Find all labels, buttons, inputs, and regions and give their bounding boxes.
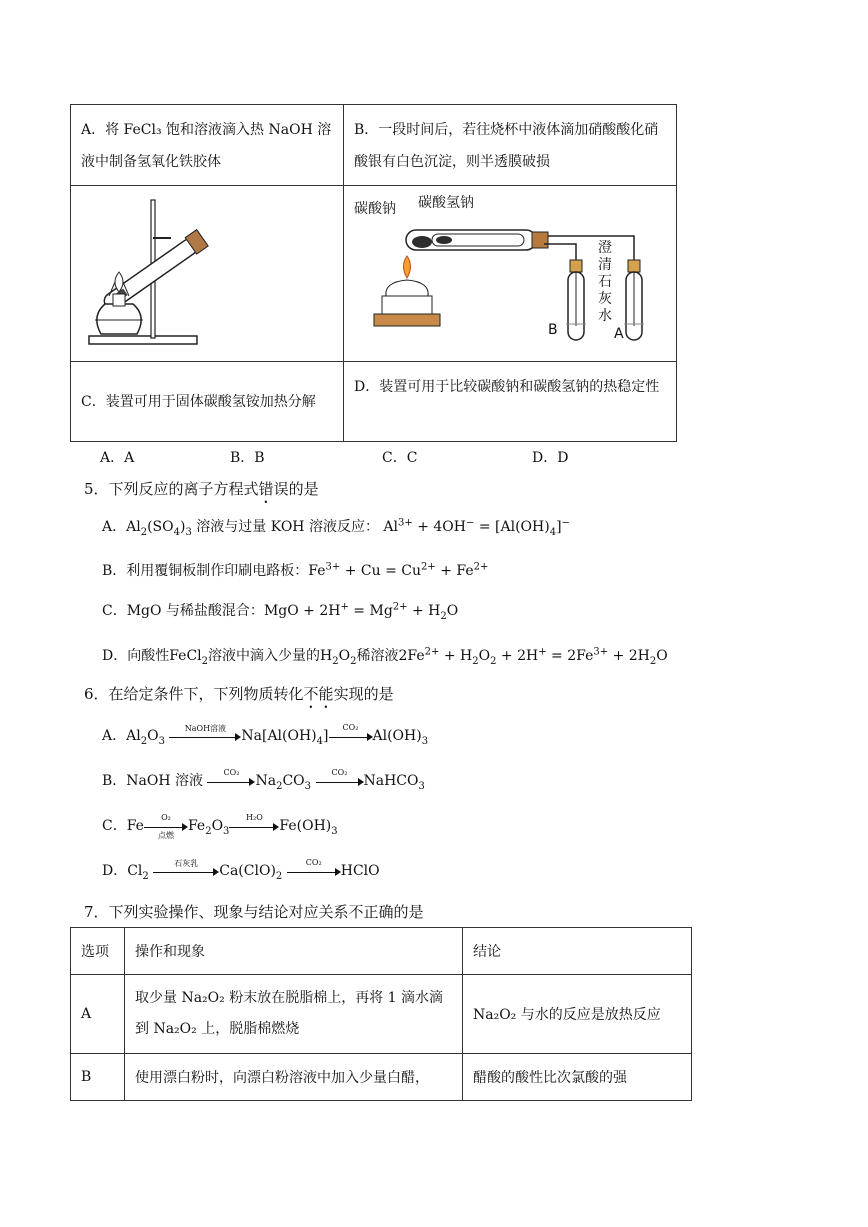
q6-b-start: NaOH 溶液 [126, 773, 204, 789]
q4-answer-b: B．B [230, 450, 265, 466]
q6-option-d: D．$Cl_2$ 石灰乳 $Ca(ClO)_2$ CO₂ HClO [102, 858, 380, 882]
q5-option-a: A．$Al_2(SO_4)_3$ 溶液与过量 KOH 溶液反应： $Al^{3+} + 4OH^- = [Al(OH)_4]^-$ [102, 517, 570, 538]
arrow-co2-a: CO₂ [329, 729, 373, 743]
table-row [71, 1054, 692, 1101]
arrow-co2-d: CO₂ [287, 864, 341, 878]
table-row [71, 975, 692, 1054]
label-tube-a: A [614, 326, 624, 342]
header-option: 选项 [71, 928, 125, 975]
q4-option-b-text: B．一段时间后，若往烧杯中液体滴加硝酸酸化硝酸银有白色沉淀，则半透膜破损 [354, 122, 659, 170]
label-na2co3: 碳酸钠 [354, 201, 396, 217]
header-operation: 操作和现象 [125, 928, 463, 975]
row-a-conclusion: Na₂O₂ 与水的反应是放热反应 [463, 975, 692, 1054]
q6-title: 6．在给定条件下，下列物质转化不能实现的是 [84, 685, 394, 703]
q5-c-text: C．MgO 与稀盐酸混合： [102, 603, 264, 619]
q4-option-a-text: A．将 FeCl₃ 饱和溶液滴入热 NaOH 溶液中制备氢氧化铁胶体 [81, 122, 332, 170]
iron-stand-alcohol-lamp-icon [71, 186, 344, 357]
arrow-co2-b2: CO₂ [316, 774, 364, 788]
carbonate-stability-figure [344, 186, 676, 361]
arrow-naoh: NaOH溶液 [169, 729, 241, 743]
q4-figure-c-cell [71, 186, 344, 362]
row-b-conclusion: 醋酸的酸性比次氯酸的强 [463, 1054, 692, 1101]
q6-option-c: C．Fe O₂ 点燃 $Fe_2O_3$ H₂O $Fe(OH)_3$ [102, 813, 338, 840]
arrow-o2: O₂ 点燃 [144, 819, 188, 833]
q4-cell-c [71, 362, 344, 442]
q5-d-label: D．向酸性 [102, 648, 170, 664]
q5-title: 5．下列反应的离子方程式错误的是 [84, 480, 319, 498]
q6-option-a: A．$Al_2O_3$ NaOH溶液 $Na[Al(OH)_4]$ CO₂ $Al(OH)_3$ [102, 723, 429, 747]
arrow-h2o: H₂O [229, 819, 279, 833]
q4-answer-d: D．D [532, 450, 569, 466]
arrow-shihuiru: 石灰乳 [153, 864, 219, 878]
q5-a-text: 溶液与过量 KOH 溶液反应： [196, 519, 379, 535]
q4-figure-d-cell [344, 186, 677, 362]
q4-option-c-text: C．装置可用于固体碳酸氢铵加热分解 [81, 393, 316, 410]
header-conclusion: 结论 [463, 928, 692, 975]
arrow-co2-b1: CO₂ [207, 774, 255, 788]
row-b-operation: 使用漂白粉时，向漂白粉溶液中加入少量白醋， [125, 1054, 463, 1101]
q5-d-text2: 稀溶液 [356, 648, 399, 664]
row-b-option: B [71, 1054, 125, 1101]
q4-cell-a [71, 105, 344, 186]
q5-option-d: D．向酸性FeCl$_2$溶液中滴入少量的$H_2O_2$稀溶液$2Fe^{2+} + H_2O_2 + 2H^+ = 2Fe^{3+} + 2H_2O$ [102, 646, 668, 667]
row-a-operation: 取少量 Na₂O₂ 粉末放在脱脂棉上，再将 1 滴水滴到 Na₂O₂ 上，脱脂棉燃烧 [125, 975, 463, 1054]
heating-apparatus-figure [71, 186, 343, 361]
label-tube-b: B [548, 322, 558, 338]
q4-answer-a: A．A [100, 450, 135, 466]
q4-cell-b [344, 105, 677, 186]
q5-a-label: A． [102, 519, 127, 535]
q4-option-d-text: D．装置可用于比较碳酸钠和碳酸氢钠的热稳定性 [354, 379, 660, 395]
label-limewater: 澄清石灰水 [598, 240, 612, 324]
table-header-row [71, 928, 692, 975]
q7-table [70, 927, 692, 1101]
label-nahco3: 碳酸氢钠 [418, 195, 474, 211]
row-a-option: A [71, 975, 125, 1054]
q4-answer-c: C．C [382, 450, 418, 466]
q5-option-b: B．利用覆铜板制作印刷电路板：$Fe^{3+} + Cu = Cu^{2+} + Fe^{2+}$ [102, 561, 489, 579]
q5-d-text1: 溶液中滴入少量的 [208, 648, 321, 664]
q5-b-text: B．利用覆铜板制作印刷电路板： [102, 563, 309, 579]
q4-options-table [70, 104, 677, 442]
q4-cell-d [344, 362, 677, 442]
q7-title: 7．下列实验操作、现象与结论对应关系不正确的是 [84, 903, 424, 921]
q6-option-b: B．NaOH 溶液 CO₂ $Na_2CO_3$ CO₂ NaHCO$_3$ [102, 768, 425, 792]
q5-option-c: C．MgO 与稀盐酸混合：MgO + $2H^+ = Mg^{2+} + H_2O$ [102, 601, 459, 622]
